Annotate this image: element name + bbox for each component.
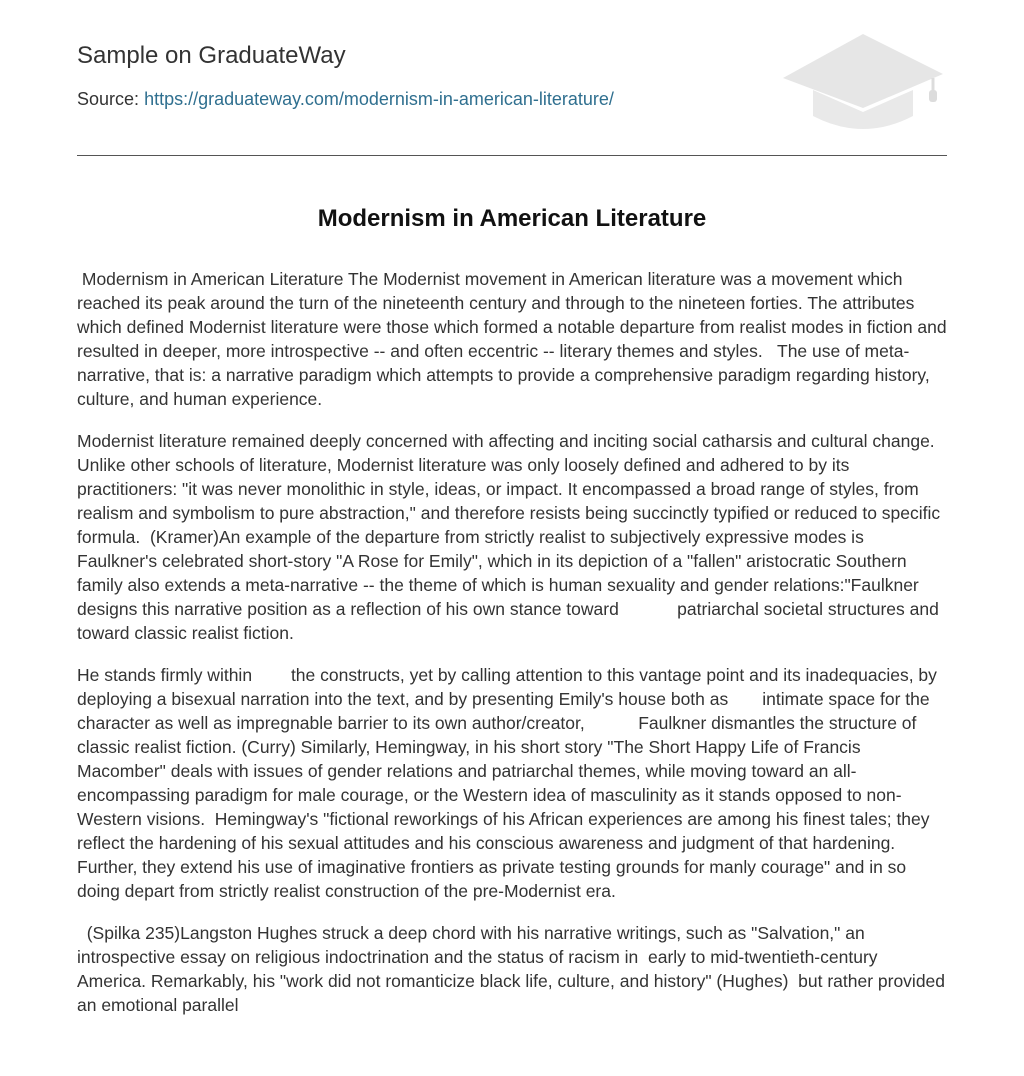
header-divider (77, 155, 947, 156)
page-header (77, 0, 947, 156)
paragraph: (Spilka 235)Langston Hughes struck a deep chord with his narrative writings, such as "Salvation," an introspective essay on religious indoctrination and the status of racism in early to mid-twentieth-century America. Remarkably, his "work did not romanticize black life, culture, and history" (Hughes) but rather provided an emotional parallel (77, 923, 950, 1015)
document-body (77, 267, 971, 1035)
source-link[interactable]: https://graduateway.com/modernism-in-american-literature/ (144, 89, 614, 109)
paragraph: Modernist literature remained deeply concerned with affecting and inciting social catharsis and cultural change. Unlike other schools of literature, Modernist literature was only loosely defined and adhered to by its practitioners: "it was never monolithic in style, ideas, or impact. It encompassed a broad range of styles, from realism and symbolism to pure abstraction," and therefore resists being succinctly typified or reduced to specific formula. (Kramer)An example of the departure from strictly realist to subjectively expressive modes is Faulkner's celebrated short-story "A Rose for Emily", which in its depiction of a "fallen" aristocratic Southern family also extends a meta-narrative -- the theme of which is human sexuality and gender relations:"Faulkner designs this narrative position as a reflection of his own stance toward patriarchal societal structures and toward classic realist fiction. (77, 431, 946, 643)
source-line (77, 89, 614, 110)
source-label: Source: (77, 89, 140, 109)
paragraph: Modernism in American Literature The Modernist movement in American literature was a movement which reached its peak around the turn of the nineteenth century and through to the nineteen forties. The attributes which defined Modernist literature were those which formed a notable departure from realist modes in fiction and resulted in deeper, more introspective -- and often eccentric -- literary themes and styles. The use of meta-narrative, that is: a narrative paradigm which attempts to provide a comprehensive paradigm regarding history, culture, and human experience. (77, 269, 952, 409)
paragraph: He stands firmly within the constructs, yet by calling attention to this vantage point and its inadequacies, by deploying a bisexual narration into the text, and by presenting Emily's house both as intimate space for the character as well as impregnable barrier to its own author/creator, Faulkner dismantles the structure of classic realist fiction. (Curry) Similarly, Hemingway, in his short story "The Short Happy Life of Francis Macomber" deals with issues of gender relations and patriarchal themes, while moving toward an all-encompassing paradigm for male courage, or the Western idea of masculinity as it stands opposed to non-Western visions. Hemingway's "fictional reworkings of his African experiences are among his finest tales; they reflect the hardening of his sexual attitudes and his conscious awareness and judgment of that hardening. Further, they extend his use of imaginative frontiers as private testing grounds for manly courage" and in so doing depart from strictly realist construction of the pre-Modernist era. (77, 665, 971, 901)
document-title: Modernism in American Literature (317, 205, 707, 232)
graduation-cap-icon (779, 30, 947, 134)
site-title: Sample on GraduateWay (77, 42, 346, 69)
